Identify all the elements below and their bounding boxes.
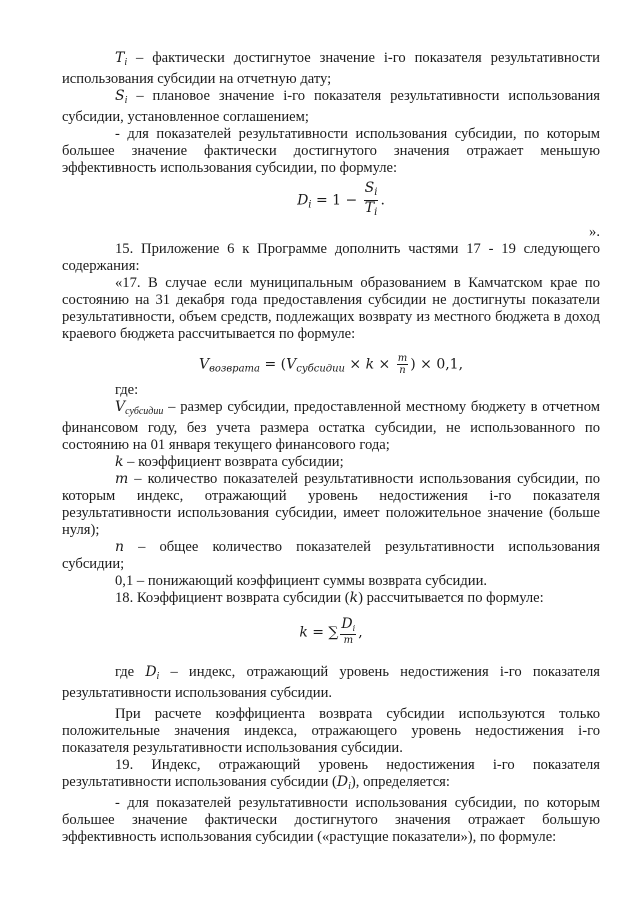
calculation-note: При расчете коэффициента возврата субсидии используются только положительные значения индекса, отражающего уровень недостижения i-го показателя результативности использования субсидии. — [62, 705, 600, 756]
formula-d-decreasing — [62, 181, 600, 220]
f2-k: k — [365, 356, 375, 373]
m-definition-text: – количество показателей результативности использования субсидии, по которым индекс, отражающий уровень недостижения i-го показателя результативности использования субсидии, имеет положительное значение (больше нуля); — [62, 470, 600, 538]
s-definition-text: – плановое значение i-го показателя результативности использования субсидии, установленное соглашением; — [62, 88, 600, 125]
f1-den-var: T — [364, 200, 375, 216]
s-definition — [62, 88, 600, 126]
p18-text-b: ) рассчитывается по формуле: — [358, 589, 544, 606]
di-definition-text: – индекс, отражающий уровень недостижения i-го показателя результативности использования субсидии. — [62, 663, 600, 701]
f3-numerator — [340, 615, 356, 635]
s-subscript: i — [124, 95, 128, 106]
p19-text-b: ), определяется: — [350, 773, 450, 790]
closing-quote: ». — [589, 224, 600, 240]
f1-num-sub: i — [374, 187, 378, 198]
v-subscript: субсидии — [125, 405, 164, 417]
increasing-indicators-text: - для показателей результативности использования субсидии, по которым большее значение фактически достигнутого значения отражает большую эффективность использования субсидии («растущие показатели»), по формуле: — [62, 794, 600, 845]
where-label: где: — [115, 381, 139, 398]
f1-fraction — [364, 181, 379, 220]
f2-mid1: = ( — [260, 356, 287, 373]
v-definition-text: – размер субсидии, предоставленной местному бюджету в отчетном финансовом году, без учета размера остатка субсидии, не использованного по состоянию на 01 января текущего финансового года; — [62, 398, 600, 453]
t-variable: T — [115, 50, 125, 66]
f2-lhs-sub: возврата — [209, 363, 260, 375]
formula-v-return — [62, 353, 600, 378]
f2-end: ) × 0,1, — [410, 356, 464, 373]
di-text-a: где — [115, 663, 146, 680]
p19-text-a: 19. Индекс, отражающий уровень недостижения i-го показателя результативности использования субсидии ( — [62, 756, 600, 790]
f3-eq: = ∑ — [307, 624, 339, 640]
k-definition — [62, 454, 600, 471]
f2-mid3: × — [374, 356, 395, 373]
n-definition — [62, 539, 600, 573]
paragraph-19 — [62, 757, 600, 795]
f1-denominator — [364, 201, 379, 220]
f2-v: V — [286, 356, 297, 373]
p19-variable: D — [336, 773, 349, 790]
v-subsidy-definition — [62, 399, 600, 454]
paragraph-18 — [62, 590, 600, 607]
f1-end: . — [380, 192, 385, 209]
n-definition-text: – общее количество показателей результативности использования субсидии; — [62, 538, 600, 572]
f3-lhs: k — [299, 624, 308, 640]
di-definition — [62, 664, 600, 702]
f2-v-sub: субсидии — [296, 363, 345, 375]
f2-mid2: × — [344, 356, 366, 373]
s-variable: S — [115, 88, 125, 104]
f3-num-sub: i — [352, 623, 356, 633]
di-variable: D — [145, 663, 157, 680]
coefficient-definition: 0,1 – понижающий коэффициент суммы возврата субсидии. — [115, 572, 488, 589]
f1-numerator — [364, 181, 379, 201]
f3-fraction — [340, 615, 356, 646]
f1-eq: = 1 − — [311, 192, 362, 209]
f3-denominator: m — [343, 634, 354, 646]
p18-text-a: 18. Коэффициент возврата субсидии ( — [115, 589, 350, 606]
f3-num-var: D — [341, 615, 353, 632]
m-definition — [62, 471, 600, 539]
n-variable: n — [115, 538, 125, 555]
f2-lhs: V — [198, 356, 210, 373]
decreasing-indicators-text: - для показателей результативности использования субсидии, по которым большее значение фактически достигнутого значения отражает меньшую эффективность использования субсидии, по формуле: — [62, 126, 600, 176]
m-variable: m — [115, 470, 129, 487]
f1-lhs-sub: i — [308, 199, 312, 211]
formula-k — [62, 615, 600, 646]
paragraph-17: «17. В случае если муниципальным образованием в Камчатском крае по состоянию на 31 декабря года предоставления субсидии не достигнуты показатели результативности, объем средств, подлежащих возврату из местного бюджета в доход краевого бюджета рассчитывается по формуле: — [62, 275, 600, 342]
f1-num-var: S — [364, 180, 375, 196]
f3-end: , — [358, 624, 363, 640]
f1-lhs: D — [297, 192, 309, 209]
t-subscript: i — [124, 57, 128, 68]
k-variable: k — [115, 453, 124, 470]
p19-subscript: i — [348, 780, 351, 792]
t-definition — [62, 50, 600, 88]
f2-numerator: m — [397, 353, 408, 364]
paragraph-15: 15. Приложение 6 к Программе дополнить частями 17 - 19 следующего содержания: — [62, 241, 600, 274]
p18-variable: k — [349, 589, 359, 606]
f2-fraction — [397, 353, 408, 376]
f1-den-sub: i — [374, 207, 378, 218]
k-definition-text: – коэффициент возврата субсидии; — [123, 453, 344, 470]
f2-denominator: n — [399, 365, 406, 376]
v-variable: V — [115, 398, 126, 415]
di-subscript: i — [156, 670, 160, 682]
t-definition-text: – фактически достигнутое значение i-го показателя результативности использования субсидии на отчетную дату; — [62, 50, 600, 87]
